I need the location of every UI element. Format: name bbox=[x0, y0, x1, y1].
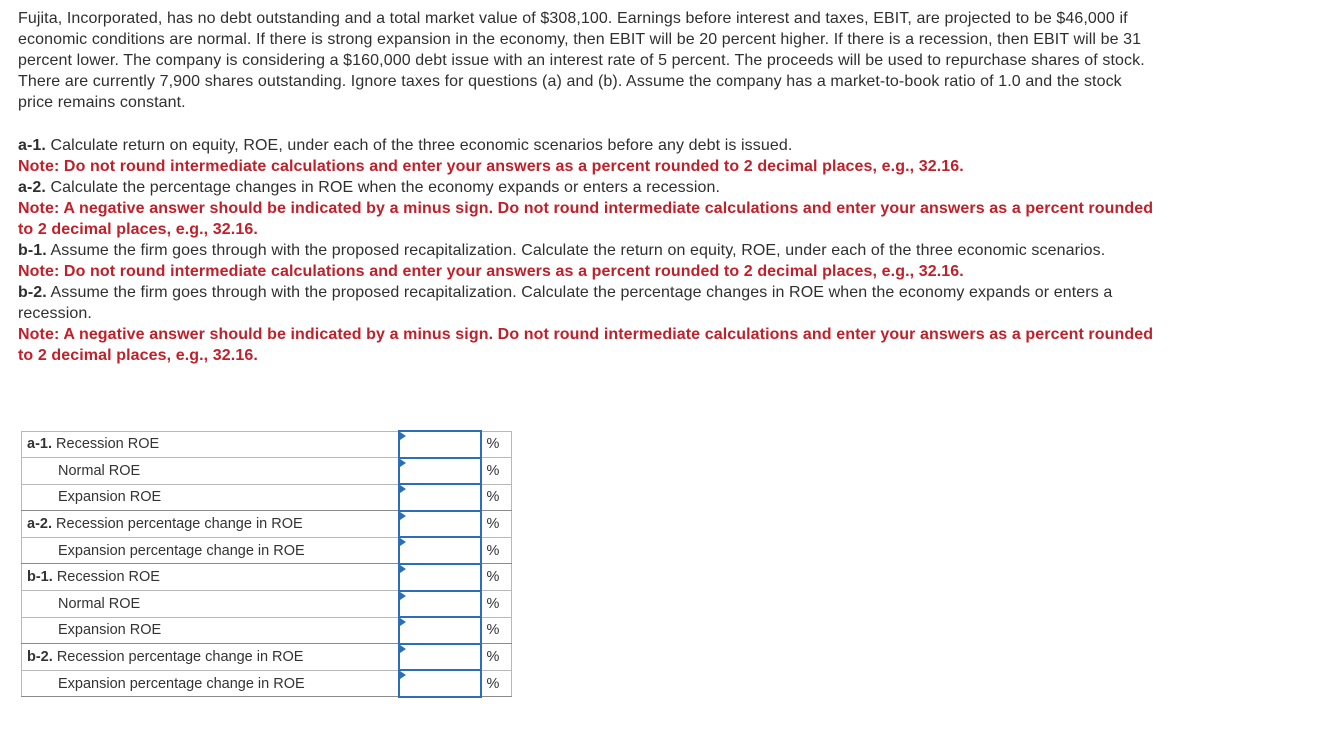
answer-input-cell[interactable] bbox=[399, 458, 481, 485]
answer-row-label bbox=[22, 458, 399, 485]
answer-input[interactable] bbox=[400, 485, 480, 510]
question-b1 bbox=[18, 240, 1158, 261]
percent-unit: % bbox=[481, 431, 512, 458]
answer-table bbox=[21, 430, 512, 698]
answer-input-cell[interactable] bbox=[399, 617, 481, 644]
answer-row-text: Expansion ROE bbox=[58, 489, 162, 506]
answer-row bbox=[22, 617, 512, 644]
answer-input-cell[interactable] bbox=[399, 670, 481, 697]
answer-input-cell[interactable] bbox=[399, 591, 481, 618]
question-b2-text: Assume the firm goes through with the proposed recapitalization. Calculate the percentage changes in ROE when the economy expands or enters a recession. bbox=[18, 284, 1113, 322]
question-b1-text: Assume the firm goes through with the proposed recapitalization. Calculate the return on equity, ROE, under each of the three economic scenarios. bbox=[50, 242, 1106, 259]
percent-unit: % bbox=[481, 458, 512, 485]
answer-row-label bbox=[22, 591, 399, 618]
answer-input[interactable] bbox=[400, 618, 480, 643]
answer-input-cell[interactable] bbox=[399, 537, 481, 564]
answer-row-label bbox=[22, 484, 399, 511]
answer-row bbox=[22, 644, 512, 671]
answer-row-text: Recession percentage change in ROE bbox=[56, 649, 304, 666]
question-a2-label: a-2. bbox=[18, 179, 46, 196]
question-b1-note: Note: Do not round intermediate calculations and enter your answers as a percent rounded to 2 decimal places, e.g., 32.16. bbox=[18, 263, 964, 280]
problem-intro: Fujita, Incorporated, has no debt outstanding and a total market value of $308,100. Earnings before interest and taxes, EBIT, are projected to be $46,000 if economic conditions are normal. If there is strong expansion in the economy, then EBIT will be 20 percent higher. If there is a recession, then EBIT will be 31 percent lower. The company is considering a $160,000 debt issue with an interest rate of 5 percent. The proceeds will be used to repurchase shares of stock. There are currently 7,900 shares outstanding. Ignore taxes for questions (a) and (b). Assume the company has a market-to-book ratio of 1.0 and the stock price remains constant. bbox=[18, 10, 1145, 111]
answer-input[interactable] bbox=[400, 512, 480, 537]
answer-row bbox=[22, 670, 512, 697]
question-b2 bbox=[18, 282, 1158, 324]
answer-row-part: a-2. bbox=[27, 516, 52, 533]
answer-row-text: Expansion percentage change in ROE bbox=[58, 675, 305, 692]
answer-row bbox=[22, 458, 512, 485]
answer-row bbox=[22, 431, 512, 458]
answer-input-cell[interactable] bbox=[399, 644, 481, 671]
question-a1-note: Note: Do not round intermediate calculations and enter your answers as a percent rounded to 2 decimal places, e.g., 32.16. bbox=[18, 158, 964, 175]
answer-row-text: Expansion percentage change in ROE bbox=[58, 542, 305, 559]
answer-input-cell[interactable] bbox=[399, 484, 481, 511]
question-a2-text: Calculate the percentage changes in ROE when the economy expands or enters a recession. bbox=[50, 179, 721, 196]
answer-input-cell[interactable] bbox=[399, 564, 481, 591]
question-b2-label: b-2. bbox=[18, 284, 47, 301]
answer-input[interactable] bbox=[400, 671, 480, 696]
percent-unit: % bbox=[481, 670, 512, 697]
percent-unit: % bbox=[481, 617, 512, 644]
percent-unit: % bbox=[481, 591, 512, 618]
question-a1-label: a-1. bbox=[18, 137, 46, 154]
answer-row-text: Normal ROE bbox=[58, 595, 141, 612]
percent-unit: % bbox=[481, 511, 512, 538]
question-a2-note: Note: A negative answer should be indicated by a minus sign. Do not round intermediate calculations and enter your answers as a percent rounded to 2 decimal places, e.g., 32.16. bbox=[18, 200, 1154, 238]
answer-input-cell[interactable] bbox=[399, 431, 481, 458]
answer-row-label bbox=[22, 431, 399, 458]
answer-row-label bbox=[22, 537, 399, 564]
answer-row bbox=[22, 564, 512, 591]
answer-row-label bbox=[22, 644, 399, 671]
answer-table-body bbox=[22, 431, 512, 697]
answer-input[interactable] bbox=[400, 432, 480, 457]
percent-unit: % bbox=[481, 484, 512, 511]
answer-input[interactable] bbox=[400, 565, 480, 590]
answer-input[interactable] bbox=[400, 645, 480, 670]
answer-row-label bbox=[22, 617, 399, 644]
problem-statement bbox=[18, 8, 1158, 366]
answer-input[interactable] bbox=[400, 459, 480, 484]
answer-row-text: Recession percentage change in ROE bbox=[56, 516, 303, 533]
answer-row-part: b-1. bbox=[27, 569, 53, 586]
answer-row-label bbox=[22, 511, 399, 538]
answer-row bbox=[22, 537, 512, 564]
answer-row-part: b-2. bbox=[27, 649, 53, 666]
answer-row bbox=[22, 511, 512, 538]
answer-row-text: Normal ROE bbox=[58, 462, 141, 479]
answer-input[interactable] bbox=[400, 592, 480, 617]
answer-row-label bbox=[22, 564, 399, 591]
question-b2-note: Note: A negative answer should be indicated by a minus sign. Do not round intermediate calculations and enter your answers as a percent rounded to 2 decimal places, e.g., 32.16. bbox=[18, 326, 1154, 364]
answer-row-text: Expansion ROE bbox=[58, 622, 162, 639]
question-a1 bbox=[18, 135, 1158, 156]
percent-unit: % bbox=[481, 644, 512, 671]
percent-unit: % bbox=[481, 537, 512, 564]
percent-unit: % bbox=[481, 564, 512, 591]
answer-row bbox=[22, 591, 512, 618]
answer-row-part: a-1. bbox=[27, 436, 52, 453]
answer-input-cell[interactable] bbox=[399, 511, 481, 538]
answer-input[interactable] bbox=[400, 538, 480, 563]
question-a2 bbox=[18, 177, 1158, 198]
answer-row-text: Recession ROE bbox=[56, 436, 160, 453]
question-b1-label: b-1. bbox=[18, 242, 47, 259]
answer-row-text: Recession ROE bbox=[56, 569, 160, 586]
answer-row-label bbox=[22, 670, 399, 697]
question-a1-text: Calculate return on equity, ROE, under each of the three economic scenarios before any debt is issued. bbox=[50, 137, 793, 154]
answer-row bbox=[22, 484, 512, 511]
